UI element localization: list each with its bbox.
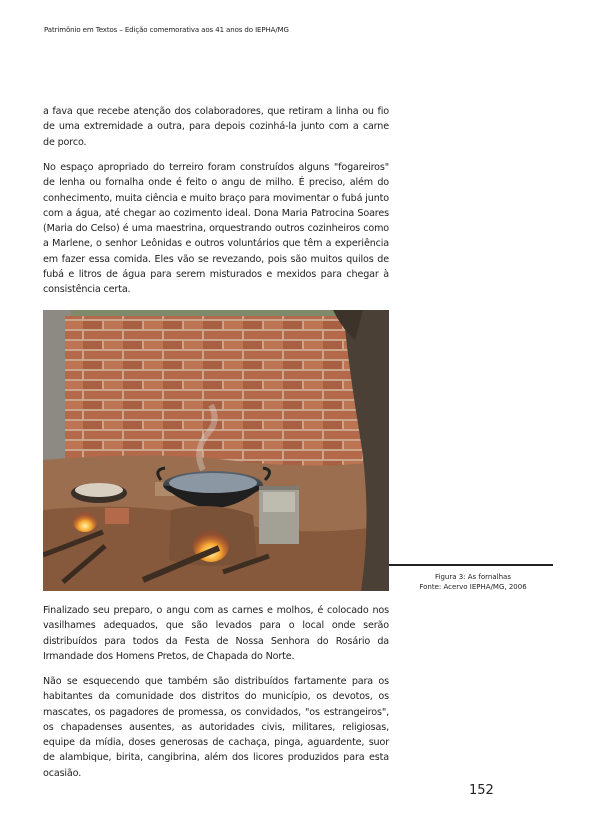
figure-caption: Figura 3: As fornalhas — [435, 573, 511, 581]
page-number: 152 — [469, 783, 494, 798]
body-paragraph: Não se esquecendo que também são distribuídos fartamente para os habitantes da comunidade dos distritos do município, os devotos, os mascates, os pagadores de promessa, os convidados, "os estrangeiros", os chapadenses ausentes, as autoridades civis, militares, religiosas, equipe da mídia, doses generosas de cachaça, pinga, aguardente, suor de alambique, birita, cangibrina, além dos licores produzidos para esta ocasião. — [43, 676, 389, 779]
body-paragraph: Finalizado seu preparo, o angu com as carnes e molhos, é colocado nos vasilhames adequados, que são levados para o local onde serão distribuídos para todos da Festa de Nossa Senhora do Rosário da Irmandade dos Homens Pretos, de Chapada do Norte. — [43, 605, 389, 662]
running-header: Patrimônio em Textos – Edição comemorativa aos 41 anos do IEPHA/MG — [44, 26, 289, 34]
photo-illustration — [43, 310, 389, 591]
figure-source: Fonte: Acervo IEPHA/MG, 2006 — [419, 583, 527, 591]
figure-photo-fornalhas — [43, 310, 389, 591]
body-paragraph: a fava que recebe atenção dos colaboradores, que retiram a linha ou fio de uma extremidade a outra, para depois cozinhá-la junto com a carne de porco. — [43, 106, 389, 148]
body-paragraph: No espaço apropriado do terreiro foram construídos alguns "fogareiros" de lenha ou fornalha onde é feito o angu de milho. É preciso, além do conhecimento, muita ciência e muito braço para movimentar o fubá junto com a água, até chegar ao cozimento ideal. Dona Maria Patrocina Soares (Maria do Celso) é uma maestrina, orquestrando outros cozinheiros como a Marlene, o senhor Leônidas e outros voluntários que têm a experiência em fazer essa comida. Eles vão se revezando, pois são muitos quilos de fubá e litros de água para serem misturados e mexidos para chegar à consistência certa. — [43, 162, 389, 296]
caption-divider — [389, 564, 553, 566]
